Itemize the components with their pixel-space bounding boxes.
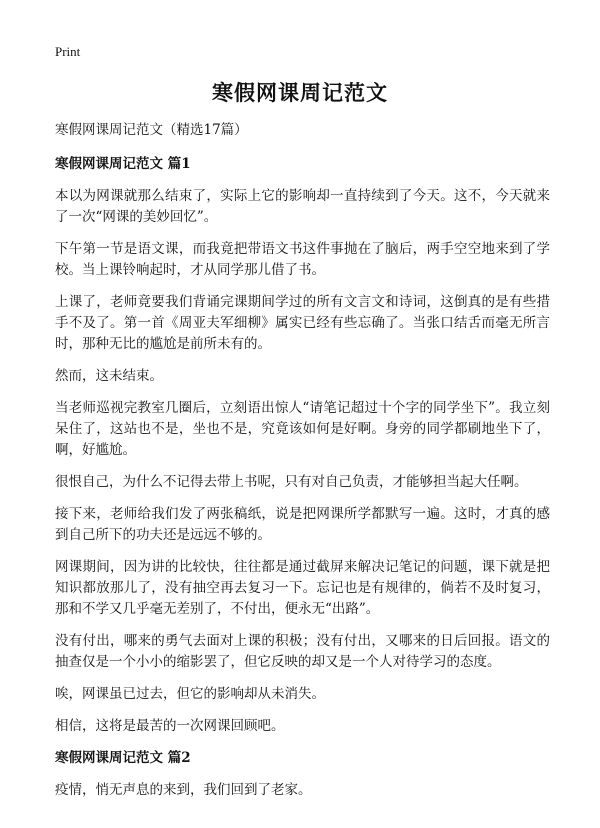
paragraph: 接下来，老师给我们发了两张稿纸，说是把网课所学都默写一遍。这时，才真的感到自己所下的功夫还是远远不够的。: [55, 506, 550, 543]
section-heading: 寒假网课周记范文 篇1: [55, 156, 191, 172]
section-heading: 寒假网课周记范文 篇2: [55, 750, 191, 766]
document-subtitle: 寒假网课周记范文（精选17篇）: [55, 122, 248, 138]
paragraph: 上课了，老师竟要我们背诵完课期间学过的所有文言文和诗词，这倒真的是有些措手不及了。第一首《周亚夫军细柳》属实已经有些忘确了。当张口结舌而毫无所言时，那种无比的尴尬是前所未有的。: [55, 294, 550, 352]
paragraph: 下午第一节是语文课，而我竟把带语文书这件事抛在了脑后，两手空空地来到了学校。当上课铃响起时，才从同学那儿借了书。: [55, 241, 550, 278]
print-label[interactable]: Print: [55, 44, 81, 59]
paragraph: 本以为网课就那么结束了，实际上它的影响却一直持续到了今天。这不，今天就来了一次“网课的美妙回忆”。: [55, 188, 550, 225]
page-title: 寒假网课周记范文: [212, 80, 388, 105]
paragraph: 疫情，悄无声息的来到，我们回到了老家。: [55, 782, 312, 798]
section-2: [55, 748, 550, 801]
section-1: [55, 154, 550, 737]
paragraph: 很恨自己，为什么不记得去带上书呢，只有对自己负责，才能够担当起大任啊。: [55, 474, 528, 490]
paragraph: 没有付出，哪来的勇气去面对上课的积极；没有付出，又哪来的日后回报。语文的抽查仅是一个小小的缩影罢了，但它反映的却又是一个人对待学习的态度。: [55, 633, 550, 670]
paragraph: 唉，网课虽已过去，但它的影响却从未消失。: [55, 686, 325, 702]
paragraph: 网课期间，因为讲的比较快，往往都是通过截屏来解决记笔记的问题，课下就是把知识都放那儿了，没有抽空再去复习一下。忘记也是有规律的，倘若不及时复习，那和不学又几乎毫无差别了，不付出，便永无“出路”。: [55, 559, 550, 617]
paragraph: 相信，这将是最苦的一次网课回顾吧。: [55, 718, 285, 734]
document-body: [55, 120, 550, 812]
paragraph: 当老师巡视完教室几圈后，立刻语出惊人“请笔记超过十个字的同学坐下”。我立刻呆住了，这站也不是，坐也不是，究竟该如何是好啊。身旁的同学都刷地坐下了，啊，好尴尬。: [55, 400, 550, 458]
paragraph: 然而，这未结束。: [55, 368, 163, 384]
